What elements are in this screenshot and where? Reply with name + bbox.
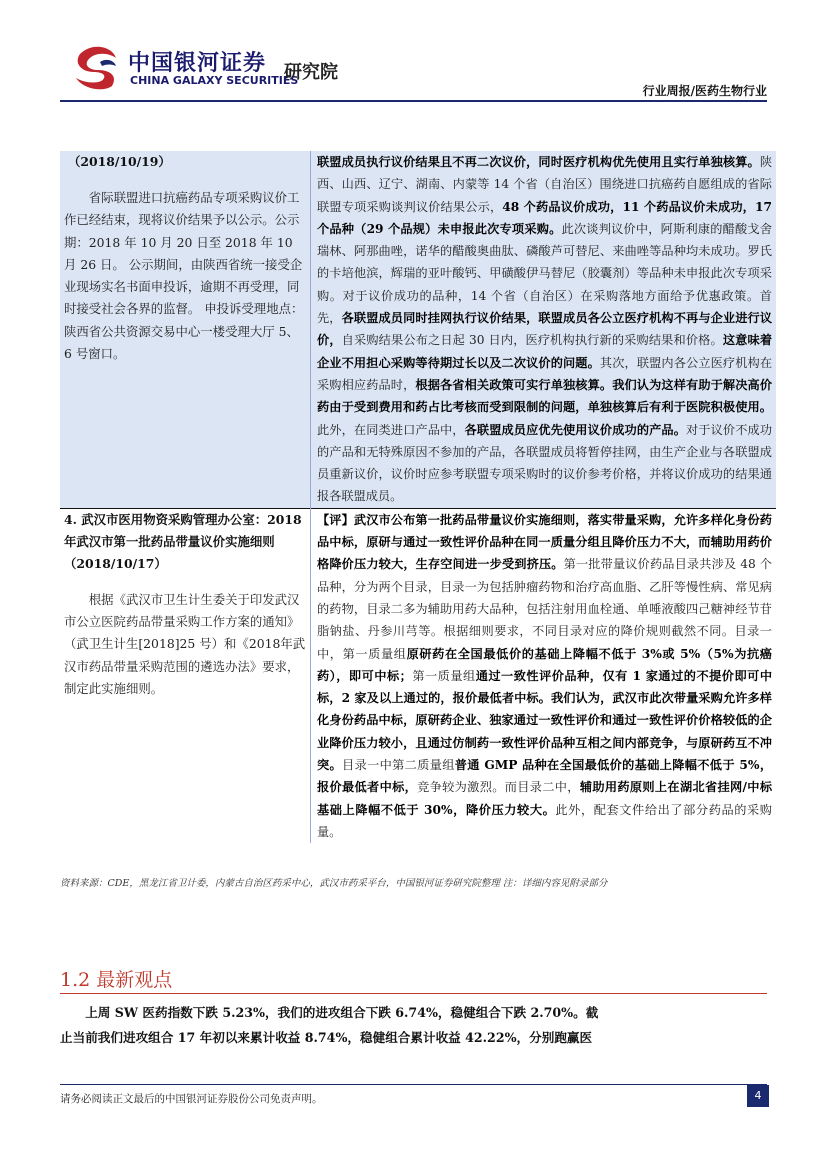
policy-title: （2018/10/19） (68, 154, 171, 169)
header-divider (60, 100, 767, 102)
comment-segment: 对于议价不成功的产品和无特殊原因不参加的产品，各联盟成员将暂停挂网，由生产企业与各联盟成员重新议价，议价时应参考联盟专项采购时的议价参考价格，并将议价成功的结果通报各联盟成员。 (317, 422, 773, 504)
policy-cell (60, 508, 311, 843)
comment-segment: 第一批带量议价药品目录共涉及 48 个品种，分为两个目录，目录一为包括肿瘤药物和治疗高血脂、乙肝等慢性病、常见病的药物，目录二多为辅助用药大品种，包括注射用血栓通、单唾液酸四己糖神经节苷脂钠盐、丹参川芎等。根据细则要求，不同目录对应的降价规则截然不同。目录一中，第一质量组 (317, 557, 772, 661)
comment-segment: 各联盟成员同时挂网执行议价结果，联盟成员各公立医疗机构不再与企业进行议价， (317, 311, 773, 348)
research-institute-label: 研究院 (284, 62, 338, 83)
footer-divider (60, 1084, 767, 1085)
comment-segment: 此次谈判议价中，阿斯利康的醋酸戈舍瑞林、阿那曲唑，诺华的醋酸奥曲肽、磷酸芦可替尼、来曲唑等品种均未成功。罗氏的卡培他滨，辉瑞的亚叶酸钙、甲磺酸伊马替尼（胶囊剂）等品种未申报此次专项采购。对于议价成功的品种，14 个省（自治区）在采购落地方面给予优惠政策。首先， (317, 221, 773, 326)
comment-segment: 这意味着企业不用担心采购等待期过长以及二次议价的问题。 (317, 333, 773, 370)
comment-cell (311, 508, 777, 843)
comment-segment: 原研药在全国最低价的基础上降幅不低于 3%或 5%（5%为抗癌药），即可中标； (317, 646, 772, 683)
section-divider (60, 993, 767, 994)
policy-summary: 省际联盟进口抗癌药品专项采购议价工作已经结束，现将议价结果予以公示。公示期：2018 年 10 月 20 日至 2018 年 10 月 26 日。 公示期间，由陕西省统一接受企业现场实名书面申投诉，逾期不再受理，同时接受社会各界的监督。 申投诉受理地点：陕西省公共资源交易中心一楼受理大厅 5、6 号窗口。 (64, 190, 304, 362)
comment-segment: 辅助用药原则上在湖北省挂网/中标基础上降幅不低于 30%，降价压力较大。 (317, 780, 773, 817)
comment-segment: 普通 GMP 品种在全国最低价的基础上降幅不低于 5%，报价最低者中标， (317, 758, 773, 795)
comment-cell (311, 151, 777, 508)
disclaimer-note: 请务必阅读正文最后的中国银河证券股份公司免责声明。 (60, 1093, 323, 1105)
comment-segment: 此外，配套文件给出了部分药品的采购量。 (317, 802, 772, 839)
page-number: 4 (747, 1085, 769, 1107)
comment-segment: 此外，在同类进口产品中， (317, 422, 465, 437)
brand-name-en: CHINA GALAXY SECURITIES (130, 74, 299, 87)
comment-segment: 【评】武汉市公布第一批药品带量议价实施细则，落实带量采购，允许多样化身份药品中标，原研与通过一致性评价品种在同一质量分组且降价压力不大，而辅助用药价格降价压力较大，生存空间进一步受到挤压。 (317, 512, 772, 572)
paragraph-line: 上周 SW 医药指数下跌 5.23%，我们的进攻组合下跌 6.74%，稳健组合下跌 2.70%。截 (85, 1005, 599, 1020)
comment-segment: 各联盟成员应优先使用议价成功的产品。 (464, 422, 687, 437)
comment-segment: 目录一中第二质量组 (342, 758, 455, 773)
comment-segment: 联盟成员执行议价结果且不再二次议价，同时医疗机构优先使用且实行单独核算。 (317, 155, 760, 169)
table-row (60, 151, 776, 508)
galaxy-logo-icon (70, 40, 122, 92)
policy-title: 4. 武汉市医用物资采购管理办公室：2018 年武汉市第一批药品带量议价实施细则（2018/10/17） (64, 511, 302, 571)
comment-segment: 48 个药品议价成功，11 个药品议价未成功，17 个品种（29 个品规）未申报此次专项采购。 (317, 199, 772, 236)
paragraph-line: 止当前我们进攻组合 17 年初以来累计收益 8.74%，稳健组合累计收益 42.22%，分别跑赢医 (60, 1030, 593, 1045)
comment-segment: 自采购结果公布之日起 30 日内，医疗机构执行新的采购结果和价格。 (341, 333, 723, 348)
brand-name-cn: 中国银河证券 (128, 51, 267, 76)
comment-text (317, 151, 776, 508)
policy-table (60, 151, 776, 843)
report-category: 行业周报/医药生物行业 (642, 84, 767, 98)
comment-segment: 竞争较为激烈。而目录二中， (417, 780, 580, 795)
section-title: 1.2 最新观点 (60, 969, 173, 991)
table-row (60, 508, 776, 843)
comment-text (317, 509, 776, 843)
policy-cell (60, 151, 311, 508)
source-note: 资料来源：CDE，黑龙江省卫计委，内蒙古自治区药采中心，武汉市药采平台，中国银河证券研究院整理 注：详细内容见附录部分 (60, 878, 608, 889)
comment-segment: 其次，联盟内各公立医疗机构在采购相应药品时， (317, 355, 773, 392)
policy-summary: 根据《武汉市卫生计生委关于印发武汉市公立医院药品带量采购工作方案的通知》（武卫生计生[2018]25 号）和《2018年武汉市药品带量采购范围的遴选办法》要求，制定此实施细则。 (64, 591, 306, 696)
comment-segment: 根据各省相关政策可实行单独核算。我们认为这样有助于解决高价药由于受到费用和药占比考核而受到限制的问题，单独核算后有利于医院积极使用。 (317, 377, 773, 415)
comment-segment: 第一质量组 (411, 668, 476, 683)
latest-view-text (60, 1000, 770, 1050)
comment-segment: 通过一致性评价品种，仅有 1 家通过的不提价即可中标，2 家及以上通过的，报价最低者中标。我们认为，武汉市此次带量采购允许多样化身份药品中标，原研药企业、独家通过一致性评价和通过一致性评价价格较低的企业降价压力较小，且通过仿制药一致性评价品种互相之间内部竞争，与原研药互不冲突。 (317, 668, 773, 773)
comment-segment: 陕西、山西、辽宁、湖南、内蒙等 14 个省（自治区）围绕进口抗癌药自愿组成的省际联盟专项采购谈判议价结果公示， (317, 155, 772, 214)
